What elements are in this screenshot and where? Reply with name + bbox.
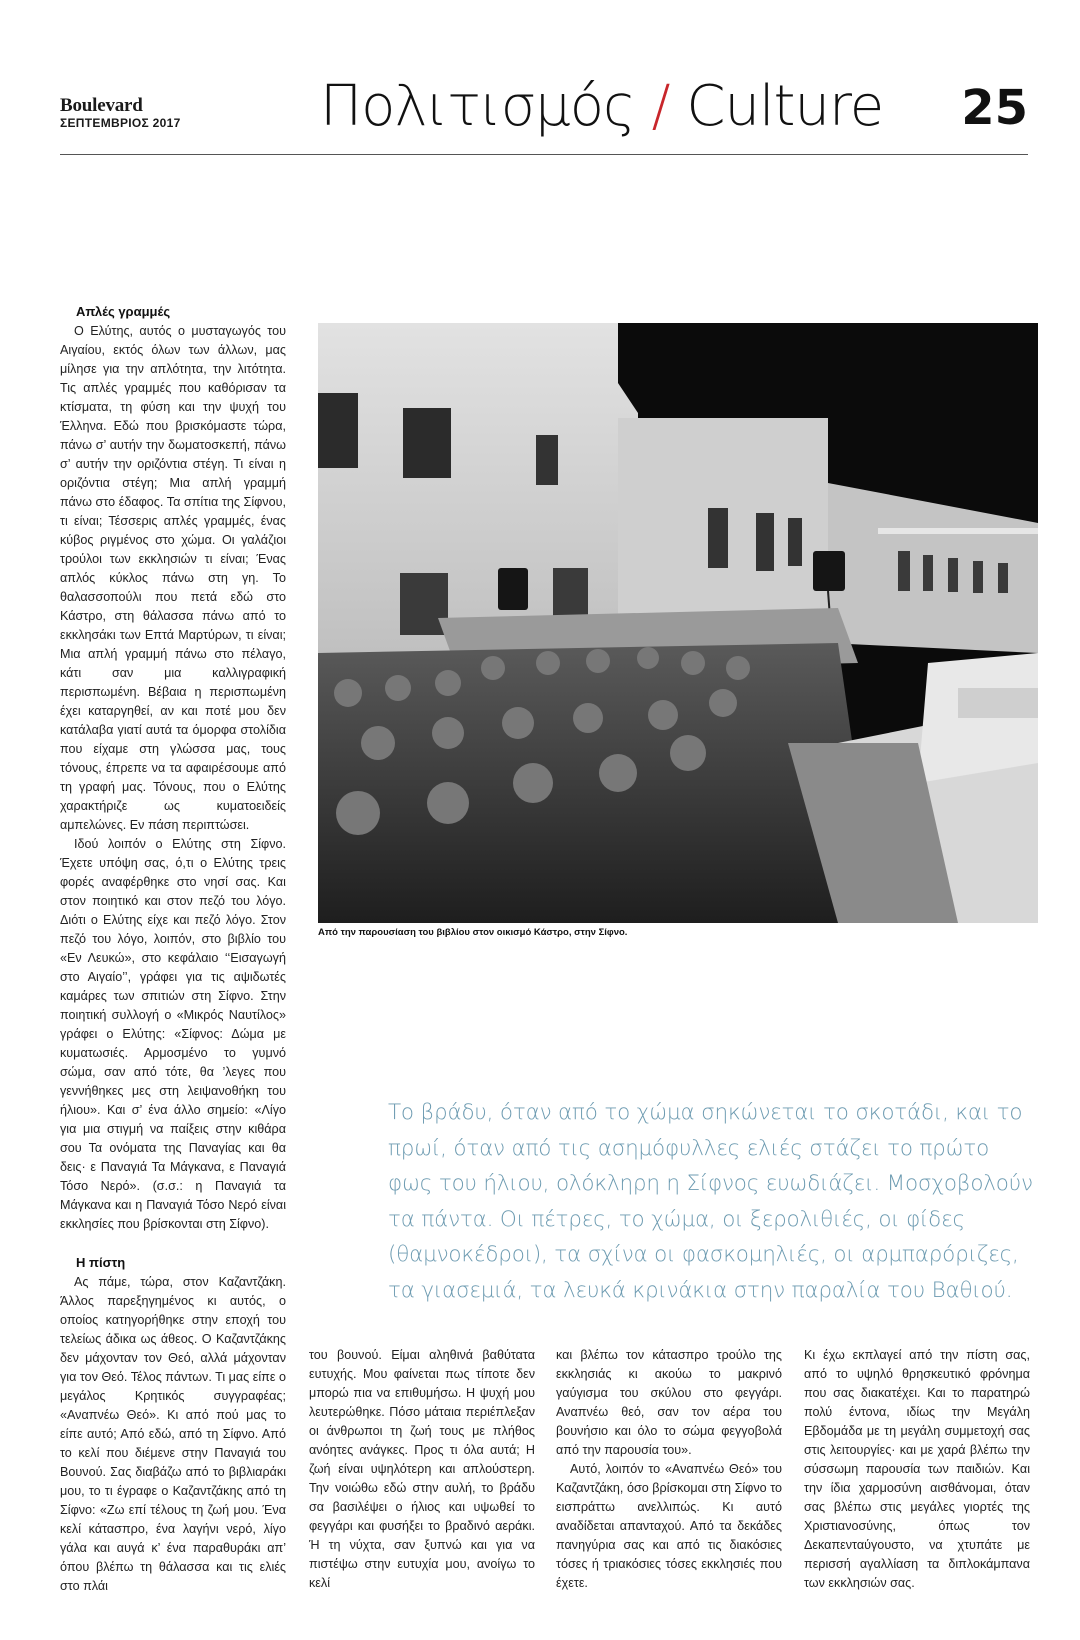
paragraph: Ας πάμε, τώρα, στον Καζαντζάκη. Άλλος παρεξηγημένος κι αυτός, ο οποίος κατηγορήθηκε στην εποχή του τελείως άδικα ως άθεος. Ο Καζαντζάκης δεν μάχονταν τον Θεό, αλλά μάχονταν για τον Θεό. Τέλος πάντων. Τι μας είπε ο μεγάλος Κρητικός συγγραφέας; «Αναπνέω Θεό». Κι από πού μας το είπε αυτό; Από εδώ, από τη Σίφνο. Από το κελί που διέμενε στην Παναγιά του Βουνού. Σας διαβάζω από το βιβλιαράκι μου, το τι έγραφε ο Καζαντζάκης από τη Σίφνο: «Ζω επί τέλους τη ζωή μου. Ένα κελί κάτασπρο, ένα λαγήνι νερό, λίγο γάλα και αυγά κ’ ένα παραθυράκι απ’ όπου βλέπω τη θάλασσα και τις ελιές στο πλάι xyxy=(60,1275,286,1593)
event-photo xyxy=(318,323,1038,923)
bottom-text-column-2 xyxy=(556,1346,782,1593)
photo-caption: Από την παρουσίαση του βιβλίου στον οικισμό Κάστρο, στην Σίφνο. xyxy=(318,927,628,938)
left-text-column xyxy=(60,302,286,1596)
bottom-text-column-3 xyxy=(804,1346,1030,1593)
paragraph: και βλέπω τον κάτασπρο τρούλο της εκκλησιάς κι ακούω το μακρινό γαύγισμα του σκύλου στο φεγγάρι. Αναπνέω θεό, σαν τον αέρα του βουνήσιο και όλο το σώμα φεγγοβολά από την παρουσία του». xyxy=(556,1348,782,1457)
subheading-simple-lines: Απλές γραμμές xyxy=(76,304,171,319)
section-title-slash: / xyxy=(651,74,670,139)
publication-name: Boulevard xyxy=(60,95,143,116)
page-number: 25 xyxy=(961,80,1028,136)
paragraph: Ιδού λοιπόν ο Ελύτης στη Σίφνο. Έχετε υπόψη σας, ό,τι ο Ελύτης τρεις φορές αναφέρθηκε στο νησί σας. Και στον ποιητικό και στον πεζό του λόγο. Διότι ο Ελύτης είχε και πεζό λόγο. Στον πεζό του λόγο, λοιπόν, στο βιβλίο του «Εν Λευκώ», στο κεφάλαιο ‘‘Εισαγωγή στο Αιγαίο’’, γράφει για τις αψιδωτές καμάρες των σπιτιών στη Σίφνο. Στην ποιητική συλλογή ο «Μικρός Ναυτίλος» γράφει ο Ελύτης: «Σίφνος: Δώμα με κυματωσιές. Αρμοσμένο το γυμνό σώμα, σαν από τότε, θα ’λεγες που γεννήθηκες μες στη λειψανοθήκη του ήλιου». Και σ’ ένα άλλο σημείο: «Λίγο για μια στιγμή να παίξεις στην κιθάρα σου Τα ονόματα της Παναγίας και θα δεις· ε Παναγιά Τα Μάγκανα, ε Παναγιά Τόσο Νερό». (σ.σ.: η Παναγιά τα Μάγκανα και η Παναγιά Τόσο Νερό είναι εκκλησίες που βρίσκονται στη Σίφνο). xyxy=(60,837,286,1231)
paragraph: Ο Ελύτης, αυτός ο μυσταγωγός του Αιγαίου, εκτός όλων των άλλων, μας μίλησε για την απλότητα, την λιτότητα. Τις απλές γραμμές που καθόρισαν τα κτίσματα, τη φύση και την ψυχή του Έλληνα. Εδώ που βρισκόμαστε τώρα, πάνω σ’ αυτήν την δωματοσκεπή, πάνω σ’ αυτήν την οριζόντια στέγη. Τι είναι η οριζόντια στέγη; Μια απλή γραμμή πάνω στο έδαφος. Τα σπίτια της Σίφνου, τι είναι; Τέσσερις απλές γραμμές, ένας κύβος ριγμένος στο χώμα. Οι γαλάζιοι τρούλοι των εκκλησιών τι είναι; Ένας απλός κύκλος πάνω στη γη. Το θαλασσοπούλι που πετά εδώ στο Κάστρο, στη θάλασσα πάνω από το εκκλησάκι των Επτά Μαρτύρων, τι είναι; Μια απλή γραμμή πάνω στο πέλαγο, κάτι σαν μια καλλιγραφική περισπωμένη. Βέβαια η περισπωμένη έχει καταργηθεί, αν και ποτέ μου δεν κατάλαβα γιατί αυτά τα όμορφα στολίδια που είχαμε στη γλώσσα μας, τους τόνους, έπρεπε να τα αφαιρέσουμε από τη γραφή μας. Τόνους, που ο Ελύτης χαρακτήριζε ως κυματοειδείς αμπελώνες. Εν πάση περιπτώσει. xyxy=(60,324,286,832)
issue-date: ΣΕΠΤΕΜΒΡΙΟΣ 2017 xyxy=(60,116,181,130)
header-divider xyxy=(60,154,1028,155)
section-title-greek: Πολιτισμός xyxy=(320,74,635,139)
pull-quote: Το βράδυ, όταν από το χώμα σηκώνεται το σκοτάδι, και το πρωί, όταν από τις ασημόφυλλες ελιές στάζει το πρώτο φως του ήλιου, ολόκληρη η Σίφνος ευωδιάζει. Μοσχοβολούν τα πάντα. Οι πέτρες, το χώμα, οι ξερολιθιές, οι φίδες (θαμνοκέδροι), τα σχίνα οι φασκομηλιές, οι αρμπαρόριζες, τα γιασεμιά, τα λευκά κρινάκια στην παραλία του Βαθιού. xyxy=(388,1100,1033,1303)
section-title-english: Culture xyxy=(686,74,884,139)
subheading-faith: Η πίστη xyxy=(76,1255,126,1270)
event-photo-illustration xyxy=(318,323,1038,923)
paragraph: του βουνού. Είμαι αληθινά βαθύτατα ευτυχής. Μου φαίνεται πως τίποτε δεν μπορώ πια να επιθυμήσω. Η ψυχή μου λευτερώθηκε. Πόσο μάταια περιέπλεξαν οι άνθρωποι τη ζωή τους με πλήθος ανόητες ανάγκες. Προς τι όλα αυτά; Η ζωή είναι υψηλότερη και απλούστερη. Την νοιώθω εδώ στην αυλή, το βράδυ σα βασιλέψει ο ήλιος και υψωθεί το φεγγάρι και φυσήξει το βραδινό αεράκι. Ή τη νύχτα, σαν ξυπνώ και για να πιστέψω στην ευτυχία μου, ανοίγω το κελί xyxy=(309,1348,535,1590)
bottom-text-column-1 xyxy=(309,1346,535,1593)
masthead xyxy=(60,96,181,130)
paragraph: Κι έχω εκπλαγεί από την πίστη σας, από το υψηλό θρησκευτικό φρόνημα που σας διακατέχει. Και το παρατηρώ πολύ έντονα, ιδίως την Μεγάλη Εβδομάδα με τη μεγάλη συμμετοχή σας στις λειτουργίες· και με χαρά βλέπω την σύσσωμη παρουσία των παιδιών. Και την ίδια χαρμοσύνη αισθάνομαι, όταν σας βλέπω στις μεγάλες γιορτές της Χριστιανοσύνης, όπως τον Δεκαπενταύγουστο, να χτυπάτε με περισσή αγαλλίαση τα διπλοκάμπανα των εκκλησιών σας. xyxy=(804,1348,1030,1590)
section-title xyxy=(320,72,884,142)
paragraph: Αυτό, λοιπόν το «Αναπνέω Θεό» του Καζαντζάκη, όσο βρίσκομαι στη Σίφνο το εισπράττω ανελλιπώς. Κι αυτό αναδίδεται απανταχού. Από τα δεκάδες πανηγύρια σας και από τις διακόσιες τόσες ή τριακόσιες τόσες εκκλησιές που έχετε. xyxy=(556,1462,782,1590)
